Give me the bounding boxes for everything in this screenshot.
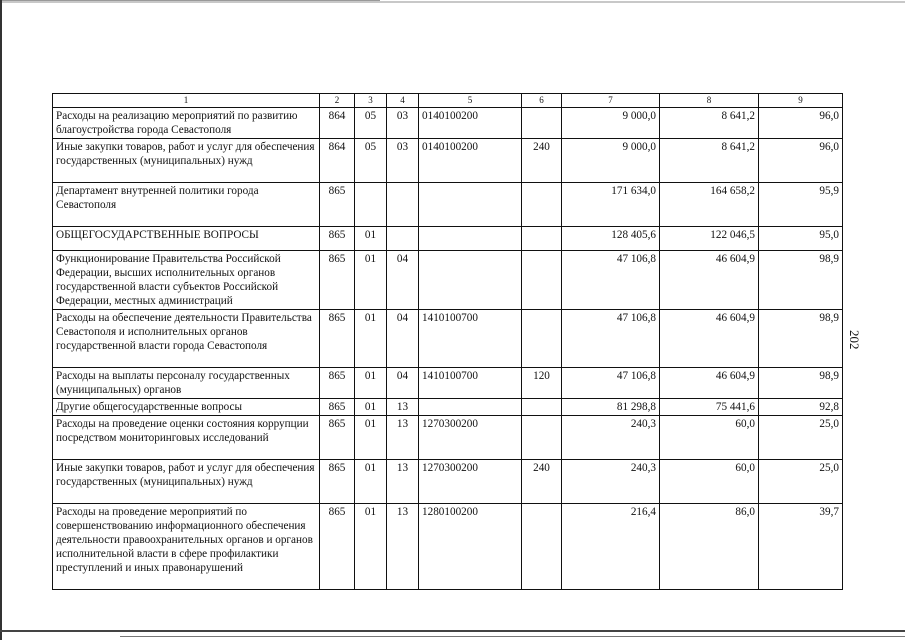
row-expense-type-cell [522, 310, 562, 368]
row-actual-amount-cell: 86,0 [660, 504, 759, 590]
row-name-cell: Расходы на проведение оценки состояния коррупции посредством мониторинговых исследований [53, 416, 320, 460]
table-row [53, 504, 843, 590]
row-admin-code-cell: 865 [320, 504, 355, 590]
row-plan-amount-cell: 240,3 [562, 460, 660, 504]
row-admin-code-cell: 864 [320, 108, 355, 139]
header-cell: 4 [387, 94, 419, 108]
row-name-cell: Расходы на проведение мероприятий по совершенствованию информационного обеспечения деятельности правоохранительных органов и органов исполнительной власти в сфере профилактики преступлений и иных правонарушений [53, 504, 320, 590]
row-expense-type-cell: 120 [522, 368, 562, 399]
row-name-cell: ОБЩЕГОСУДАРСТВЕННЫЕ ВОПРОСЫ [53, 227, 320, 251]
row-section-cell: 05 [355, 108, 387, 139]
row-name-cell: Расходы на выплаты персоналу государственных (муниципальных) органов [53, 368, 320, 399]
row-plan-amount-cell: 47 106,8 [562, 368, 660, 399]
row-target-article-cell: 1270300200 [419, 460, 522, 504]
row-name-cell: Другие общегосударственные вопросы [53, 399, 320, 416]
scan-edge-bottom [0, 630, 905, 632]
row-section-cell: 01 [355, 227, 387, 251]
header-cell: 8 [660, 94, 759, 108]
row-percent-cell: 98,9 [759, 310, 843, 368]
row-subsection-cell: 13 [387, 416, 419, 460]
table-row [53, 368, 843, 399]
table-row [53, 460, 843, 504]
scan-edge-bottom-shadow [120, 636, 905, 637]
budget-table [52, 93, 843, 590]
row-plan-amount-cell: 81 298,8 [562, 399, 660, 416]
row-percent-cell: 39,7 [759, 504, 843, 590]
row-target-article-cell [419, 399, 522, 416]
page-number: 202 [847, 330, 862, 350]
row-admin-code-cell: 865 [320, 399, 355, 416]
row-section-cell: 01 [355, 310, 387, 368]
row-target-article-cell: 1410100700 [419, 368, 522, 399]
row-section-cell: 01 [355, 251, 387, 310]
header-cell: 5 [419, 94, 522, 108]
header-cell: 2 [320, 94, 355, 108]
row-target-article-cell [419, 183, 522, 227]
row-plan-amount-cell: 171 634,0 [562, 183, 660, 227]
row-subsection-cell: 04 [387, 310, 419, 368]
row-actual-amount-cell: 8 641,2 [660, 108, 759, 139]
row-expense-type-cell: 240 [522, 139, 562, 183]
row-name-cell: Функционирование Правительства Российской Федерации, высших исполнительных органов государственной власти субъектов Российской Федерации, местных администраций [53, 251, 320, 310]
row-actual-amount-cell: 164 658,2 [660, 183, 759, 227]
row-percent-cell: 25,0 [759, 460, 843, 504]
row-target-article-cell: 0140100200 [419, 139, 522, 183]
row-expense-type-cell [522, 504, 562, 590]
row-name-cell: Расходы на реализацию мероприятий по развитию благоустройства города Севастополя [53, 108, 320, 139]
row-target-article-cell: 0140100200 [419, 108, 522, 139]
row-section-cell: 01 [355, 399, 387, 416]
row-plan-amount-cell: 9 000,0 [562, 139, 660, 183]
table-row [53, 251, 843, 310]
row-plan-amount-cell: 47 106,8 [562, 310, 660, 368]
row-expense-type-cell: 240 [522, 460, 562, 504]
row-subsection-cell [387, 183, 419, 227]
row-admin-code-cell: 865 [320, 368, 355, 399]
row-admin-code-cell: 865 [320, 251, 355, 310]
row-percent-cell: 95,9 [759, 183, 843, 227]
table-row [53, 139, 843, 183]
row-percent-cell: 25,0 [759, 416, 843, 460]
row-target-article-cell [419, 251, 522, 310]
row-subsection-cell [387, 227, 419, 251]
row-admin-code-cell: 865 [320, 460, 355, 504]
column-number-row [53, 94, 843, 108]
row-target-article-cell: 1410100700 [419, 310, 522, 368]
row-plan-amount-cell: 9 000,0 [562, 108, 660, 139]
row-actual-amount-cell: 60,0 [660, 416, 759, 460]
row-section-cell: 01 [355, 504, 387, 590]
row-plan-amount-cell: 47 106,8 [562, 251, 660, 310]
row-expense-type-cell [522, 108, 562, 139]
row-actual-amount-cell: 46 604,9 [660, 310, 759, 368]
table-row [53, 399, 843, 416]
row-actual-amount-cell: 8 641,2 [660, 139, 759, 183]
row-plan-amount-cell: 128 405,6 [562, 227, 660, 251]
row-admin-code-cell: 865 [320, 183, 355, 227]
scan-edge-top-shadow [0, 1, 905, 3]
table-row [53, 108, 843, 139]
row-admin-code-cell: 865 [320, 227, 355, 251]
row-actual-amount-cell: 75 441,6 [660, 399, 759, 416]
row-subsection-cell: 13 [387, 504, 419, 590]
row-percent-cell: 96,0 [759, 108, 843, 139]
table-row [53, 416, 843, 460]
row-subsection-cell: 04 [387, 368, 419, 399]
row-section-cell: 01 [355, 460, 387, 504]
row-section-cell: 01 [355, 368, 387, 399]
header-cell: 3 [355, 94, 387, 108]
row-actual-amount-cell: 46 604,9 [660, 251, 759, 310]
row-actual-amount-cell: 122 046,5 [660, 227, 759, 251]
row-expense-type-cell [522, 227, 562, 251]
header-cell: 6 [522, 94, 562, 108]
row-admin-code-cell: 865 [320, 416, 355, 460]
row-name-cell: Иные закупки товаров, работ и услуг для обеспечения государственных (муниципальных) нужд [53, 139, 320, 183]
row-subsection-cell: 04 [387, 251, 419, 310]
header-cell: 9 [759, 94, 843, 108]
row-subsection-cell: 03 [387, 139, 419, 183]
row-admin-code-cell: 865 [320, 310, 355, 368]
header-cell: 1 [53, 94, 320, 108]
row-section-cell [355, 183, 387, 227]
row-section-cell: 01 [355, 416, 387, 460]
row-expense-type-cell [522, 416, 562, 460]
row-percent-cell: 98,9 [759, 251, 843, 310]
row-percent-cell: 92,8 [759, 399, 843, 416]
row-name-cell: Расходы на обеспечение деятельности Правительства Севастополя и исполнительных органов государственной власти города Севастополя [53, 310, 320, 368]
header-cell: 7 [562, 94, 660, 108]
row-plan-amount-cell: 216,4 [562, 504, 660, 590]
row-actual-amount-cell: 60,0 [660, 460, 759, 504]
row-subsection-cell: 13 [387, 399, 419, 416]
row-target-article-cell: 1270300200 [419, 416, 522, 460]
row-name-cell: Иные закупки товаров, работ и услуг для обеспечения государственных (муниципальных) нужд [53, 460, 320, 504]
row-percent-cell: 96,0 [759, 139, 843, 183]
row-actual-amount-cell: 46 604,9 [660, 368, 759, 399]
row-expense-type-cell [522, 251, 562, 310]
row-plan-amount-cell: 240,3 [562, 416, 660, 460]
row-percent-cell: 98,9 [759, 368, 843, 399]
table-row [53, 310, 843, 368]
row-admin-code-cell: 864 [320, 139, 355, 183]
row-target-article-cell [419, 227, 522, 251]
row-subsection-cell: 03 [387, 108, 419, 139]
row-expense-type-cell [522, 399, 562, 416]
row-name-cell: Департамент внутренней политики города Севастополя [53, 183, 320, 227]
scan-edge-left [0, 0, 2, 640]
table-row [53, 183, 843, 227]
row-section-cell: 05 [355, 139, 387, 183]
row-target-article-cell: 1280100200 [419, 504, 522, 590]
row-subsection-cell: 13 [387, 460, 419, 504]
row-expense-type-cell [522, 183, 562, 227]
table-row [53, 227, 843, 251]
row-percent-cell: 95,0 [759, 227, 843, 251]
